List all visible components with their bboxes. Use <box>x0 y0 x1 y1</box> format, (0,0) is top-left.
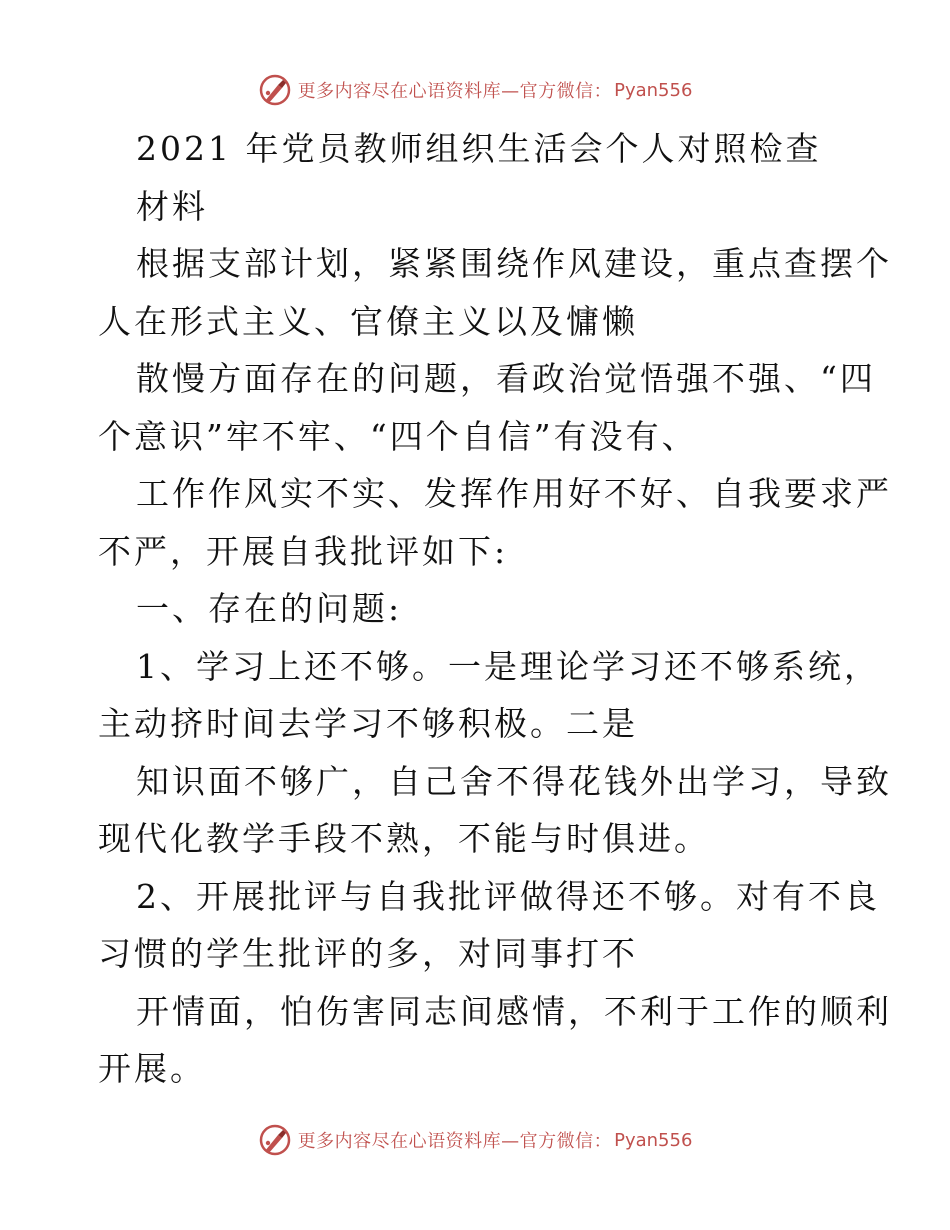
text-line: 散慢方面存在的问题，看政治觉悟强不强、“四 <box>136 359 876 398</box>
pen-logo-icon <box>258 73 292 107</box>
watermark-handle: Pyan556 <box>614 1129 693 1151</box>
text-line: 习惯的学生批评的多，对同事打不 <box>98 934 638 973</box>
watermark-text: 更多内容尽在心语资料库—官方微信： <box>297 81 613 102</box>
text-line: 不严，开展自我批评如下: <box>98 531 509 571</box>
text-line: 1、学习上还不够。一是理论学习还不够系统， <box>136 646 880 686</box>
pen-logo-icon <box>258 1123 292 1157</box>
document-body <box>98 120 892 1098</box>
text-line: 一、存在的问题: <box>136 589 403 628</box>
text-line: 人在形式主义、官僚主义以及慵懒 <box>98 301 638 341</box>
text-line: 开情面，怕伤害同志间感情，不利于工作的顺利 <box>136 991 892 1031</box>
watermark-text: 更多内容尽在心语资料库—官方微信： <box>297 1131 613 1152</box>
text-line: 开展。 <box>98 1049 206 1088</box>
text-line: 工作作风实不实、发挥作用好不好、自我要求严 <box>136 474 892 513</box>
watermark-banner-bottom <box>0 1120 950 1160</box>
text-line: 主动挤时间去学习不够积极。二是 <box>98 704 638 743</box>
watermark-banner-top <box>0 70 950 110</box>
text-line: 个意识”牢不牢、“四个自信”有没有、 <box>98 416 698 456</box>
text-line: 材料 <box>136 186 208 226</box>
text-line: 知识面不够广，自己舍不得花钱外出学习，导致 <box>136 761 892 801</box>
watermark-handle: Pyan556 <box>614 79 693 101</box>
text-line: 2021 年党员教师组织生活会个人对照检查 <box>136 129 822 168</box>
text-line: 2、开展批评与自我批评做得还不够。对有不良 <box>136 876 880 916</box>
text-line: 现代化教学手段不熟，不能与时俱进。 <box>98 819 710 858</box>
text-line: 根据支部计划，紧紧围绕作风建设，重点查摆个 <box>136 244 892 283</box>
